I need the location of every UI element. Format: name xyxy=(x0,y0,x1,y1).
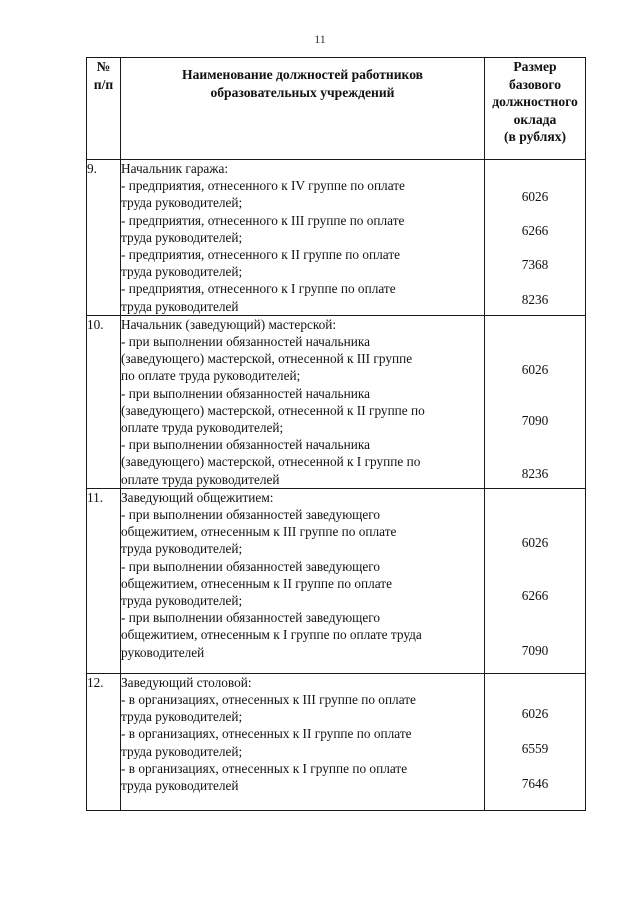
header-number xyxy=(87,58,121,160)
salary-table xyxy=(86,57,586,811)
salary-value: 7368 xyxy=(521,257,549,272)
text-line: общежитием, отнесенным к III группе по оплате xyxy=(121,524,397,540)
salary-value: 7646 xyxy=(521,775,549,791)
text-line: труда руководителей; xyxy=(121,264,243,280)
text-line: Начальник (заведующий) мастерской: xyxy=(121,316,337,332)
row-salary-values xyxy=(485,673,586,810)
row-number: 10. xyxy=(87,315,121,488)
salary-value: 6026 xyxy=(521,361,549,377)
row-salary-values xyxy=(485,488,586,673)
text-line: - при выполнении обязанностей начальника xyxy=(121,437,370,453)
text-line: труда руководителей; xyxy=(121,541,243,557)
text-line: - при выполнении обязанностей заведующего xyxy=(121,507,381,523)
text-line: труда руководителей xyxy=(121,778,239,794)
table-row xyxy=(87,160,586,316)
text-line: оплате труда руководителей xyxy=(121,471,280,487)
header-size-line: базового xyxy=(508,76,562,92)
row-position-text xyxy=(121,160,485,316)
text-line: - в организациях, отнесенных к II группе по оплате xyxy=(121,726,412,742)
text-line: - при выполнении обязанностей заведующего xyxy=(121,558,381,574)
text-line: Начальник гаража: xyxy=(121,161,229,176)
header-position-name xyxy=(121,58,485,160)
salary-value: 6026 xyxy=(521,189,549,204)
row-position-text xyxy=(121,488,485,673)
header-size-line: (в рублях) xyxy=(503,129,567,144)
text-line: Заведующий столовой: xyxy=(121,674,252,690)
text-line: - при выполнении обязанностей начальника xyxy=(121,334,370,350)
salary-value: 6026 xyxy=(521,705,549,721)
salary-value: 6026 xyxy=(521,534,549,550)
text-line: общежитием, отнесенным к I группе по оплате труда xyxy=(121,627,422,643)
text-line: - при выполнении обязанностей начальника xyxy=(121,385,370,401)
text-line: - предприятия, отнесенного к I группе по оплате xyxy=(121,281,396,297)
table-row xyxy=(87,488,586,673)
header-number-line: № xyxy=(96,59,111,74)
text-line: труда руководителей xyxy=(121,298,239,314)
page-number: 11 xyxy=(314,32,326,46)
text-line: - в организациях, отнесенных к III группе по оплате xyxy=(121,692,416,708)
row-position-text xyxy=(121,315,485,488)
header-name-line: Наименование должностей работников xyxy=(182,67,423,82)
text-line: оплате труда руководителей; xyxy=(121,420,284,436)
text-line: Заведующий общежитием: xyxy=(121,489,274,505)
salary-value: 8236 xyxy=(521,292,549,307)
text-line: - в организациях, отнесенных к I группе по оплате xyxy=(121,760,408,776)
row-salary-values xyxy=(485,160,586,316)
salary-value: 6266 xyxy=(521,223,549,238)
text-line: общежитием, отнесенным к II группе по оплате xyxy=(121,575,393,591)
header-salary-size xyxy=(485,58,586,160)
header-name-line: образовательных учреждений xyxy=(210,84,395,100)
salary-value: 6266 xyxy=(521,587,549,603)
salary-value: 7090 xyxy=(521,642,549,658)
salary-value: 6559 xyxy=(521,740,549,756)
text-line: труда руководителей; xyxy=(121,593,243,609)
text-line: труда руководителей; xyxy=(121,743,243,759)
row-number: 12. xyxy=(87,673,121,810)
row-position-text xyxy=(121,673,485,810)
text-line: по оплате труда руководителей; xyxy=(121,368,301,384)
text-line: руководителей xyxy=(121,644,205,660)
row-number: 9. xyxy=(87,160,121,316)
text-line: - предприятия, отнесенного к II группе по оплате xyxy=(121,247,401,263)
text-line: (заведующего) мастерской, отнесенной к II группе по xyxy=(121,402,425,418)
header-size-line: Размер xyxy=(513,59,557,74)
text-line: - предприятия, отнесенного к IV группе по оплате xyxy=(121,178,405,194)
text-line: труда руководителей; xyxy=(121,195,243,211)
text-line: труда руководителей; xyxy=(121,229,243,245)
row-number: 11. xyxy=(87,488,121,673)
table-row xyxy=(87,315,586,488)
text-line: труда руководителей; xyxy=(121,709,243,725)
header-size-line: должностного xyxy=(492,94,578,109)
salary-value: 7090 xyxy=(521,412,549,428)
row-salary-values xyxy=(485,315,586,488)
table-header-row xyxy=(87,58,586,160)
salary-value: 8236 xyxy=(521,465,549,481)
table-row xyxy=(87,673,586,810)
text-line: (заведующего) мастерской, отнесенной к III группе xyxy=(121,351,413,367)
text-line: - при выполнении обязанностей заведующего xyxy=(121,610,381,626)
header-size-line: оклада xyxy=(513,111,557,127)
text-line: (заведующего) мастерской, отнесенной к I группе по xyxy=(121,454,421,470)
header-number-line: п/п xyxy=(93,76,114,92)
text-line: - предприятия, отнесенного к III группе по оплате xyxy=(121,212,405,228)
